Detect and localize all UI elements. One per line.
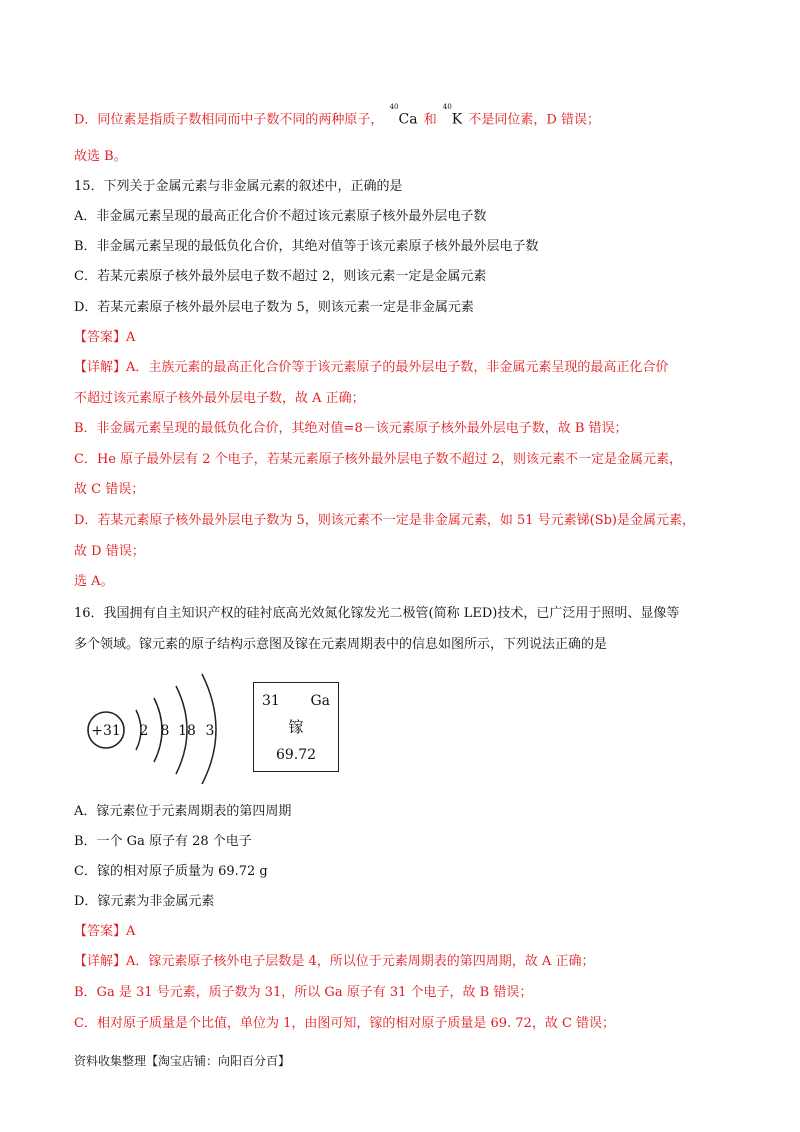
q16-answer: 【答案】A — [74, 924, 136, 939]
shell-electrons-3: 18 — [178, 723, 196, 739]
q15-explain-5: 故 C 错误； — [74, 482, 145, 497]
atomic-number: 31 — [262, 693, 280, 709]
shell-electrons-1: 2 — [139, 723, 149, 739]
q15-choose: 选 A。 — [74, 574, 114, 589]
q15-option-a: A．非金属元素呈现的最高正化合价不超过该元素原子核外最外层电子数 — [74, 209, 487, 224]
q16-explain-2: B．Ga 是 31 号元素，质子数为 31，所以 Ga 原子有 31 个电子，故 B 错误； — [74, 985, 533, 1000]
shell-electrons-4: 3 — [205, 723, 215, 739]
q15-explain-2: 不超过该元素原子核外最外层电子数，故 A 正确； — [74, 391, 365, 406]
q15-explain-6: D．若某元素原子核外最外层电子数为 5，则该元素不一定是非金属元素，如 51 号元素锑(Sb)是金属元素， — [74, 513, 696, 528]
q15-explain-3: B．非金属元素呈现的最低负化合价，其绝对值=8－该元素原子核外最外层电子数，故 B 错误； — [74, 421, 628, 436]
nucleus-charge: +31 — [91, 723, 121, 739]
prev-choose: 故选 B。 — [74, 149, 127, 164]
shell-electrons-2: 8 — [160, 723, 170, 739]
prev-option-d: D．同位素是指质子数相同而中子数不同的两种原子， $^{40}$Ca 和 $^{40}$K 不是同位素，D 错误； — [74, 103, 600, 128]
q15-option-c: C．若某元素原子核外最外层电子数不超过 2，则该元素一定是金属元素 — [74, 269, 487, 284]
q15-stem: 15．下列关于金属元素与非金属元素的叙述中，正确的是 — [74, 179, 403, 194]
q15-option-b: B．非金属元素呈现的最低负化合价，其绝对值等于该元素原子核外最外层电子数 — [74, 239, 539, 254]
isotope-k: $^{40}$K — [442, 103, 463, 128]
q16-explain-1: 【详解】A．镓元素原子核外电子层数是 4，所以位于元素周期表的第四周期，故 A 正确； — [74, 954, 595, 969]
q16-stem-2: 多个领域。镓元素的原子结构示意图及镓在元素周期表中的信息如图所示，下列说法正确的是 — [74, 637, 608, 652]
q15-explain-4: C．He 原子最外层有 2 个电子，若某元素原子核外最外层电子数不超过 2，则该元素不一定是金属元素， — [74, 452, 683, 467]
isotope-ca: $^{40}$Ca — [389, 103, 418, 128]
q16-option-b: B．一个 Ga 原子有 28 个电子 — [74, 834, 252, 849]
gallium-atom-diagram — [84, 664, 244, 784]
element-symbol: Ga — [310, 693, 330, 709]
periodic-table-cell — [253, 682, 339, 772]
element-name: 镓 — [288, 718, 304, 736]
q16-option-a: A．镓元素位于元素周期表的第四周期 — [74, 804, 292, 819]
q15-explain-1: 【详解】A．主族元素的最高正化合价等于该元素原子的最外层电子数，非金属元素呈现的最高正化合价 — [74, 360, 669, 375]
q16-explain-3: C．相对原子质量是个比值，单位为 1，由图可知，镓的相对原子质量是 69. 72，故 C 错误； — [74, 1016, 616, 1031]
atomic-mass: 69.72 — [275, 747, 317, 763]
q16-option-c: C．镓的相对原子质量为 69.72 g — [74, 864, 268, 879]
q15-answer: 【答案】A — [74, 330, 136, 345]
q16-stem-1: 16．我国拥有自主知识产权的硅衬底高光效氮化镓发光二极管(简称 LED)技术，已广泛用于照明、显像等 — [74, 606, 680, 621]
q15-explain-7: 故 D 错误； — [74, 544, 145, 559]
page-footer: 资料收集整理【淘宝店铺：向阳百分百】 — [74, 1054, 291, 1068]
q16-option-d: D．镓元素为非金属元素 — [74, 894, 215, 909]
q15-option-d: D．若某元素原子核外最外层电子数为 5，则该元素一定是非金属元素 — [74, 300, 474, 315]
